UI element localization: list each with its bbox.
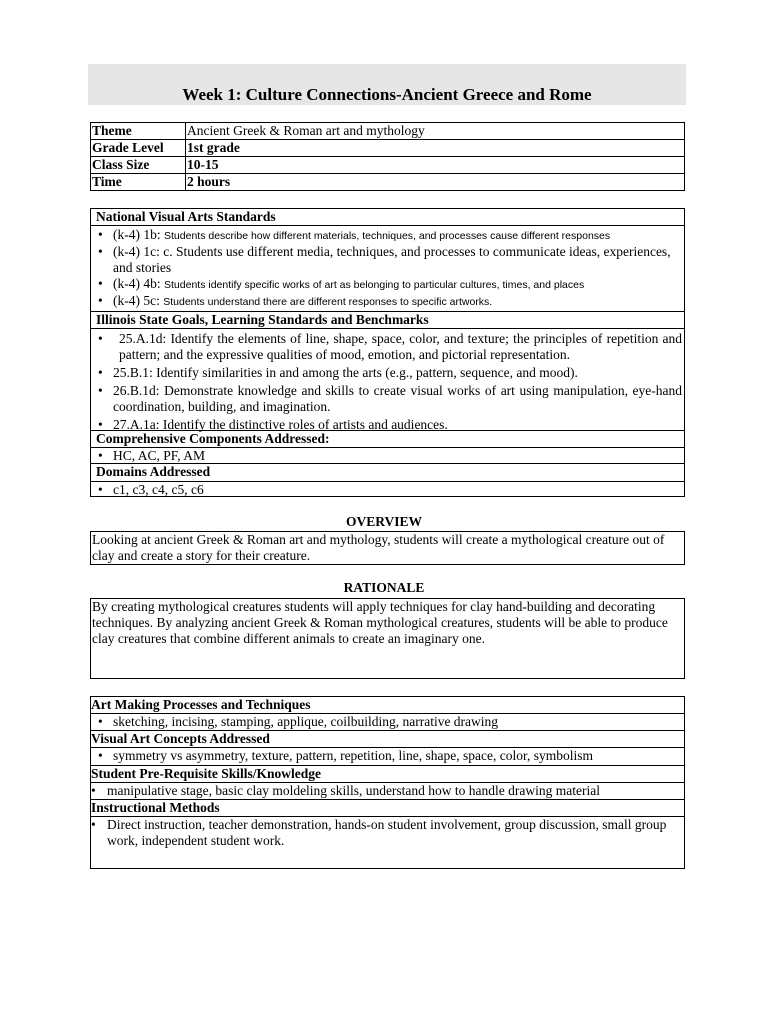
overview-box bbox=[90, 531, 685, 565]
concepts-heading: Visual Art Concepts Addressed bbox=[91, 731, 270, 746]
info-label: Class Size bbox=[91, 157, 186, 174]
standard-code: (k-4) 4b: bbox=[113, 276, 161, 291]
national-standards-heading: National Visual Arts Standards bbox=[96, 209, 276, 224]
standard-text: Identify the distinctive roles of artists and audiences. bbox=[162, 417, 448, 432]
standard-code: (k-4) 1c: bbox=[113, 244, 160, 259]
list-item: • c1, c3, c4, c5, c6 bbox=[91, 482, 684, 498]
list-item bbox=[91, 331, 684, 363]
info-value: Ancient Greek & Roman art and mythology bbox=[186, 123, 685, 140]
components-value-row bbox=[91, 448, 684, 464]
processes-heading-row bbox=[91, 697, 684, 714]
info-row-theme bbox=[91, 123, 685, 140]
prereq-heading: Student Pre-Requisite Skills/Knowledge bbox=[91, 766, 322, 781]
info-row-class-size bbox=[91, 157, 685, 174]
prereq-value-row bbox=[91, 783, 684, 800]
illinois-list bbox=[91, 331, 684, 433]
list-item bbox=[91, 383, 684, 415]
list-item: • symmetry vs asymmetry, texture, pattern, repetition, line, shape, space, color, symbolism bbox=[91, 748, 684, 764]
standard-text: Students understand there are different responses to specific artworks. bbox=[163, 296, 493, 308]
standard-code: 25.A.1d: bbox=[119, 331, 167, 346]
domains-heading-row bbox=[91, 464, 684, 482]
processes-list bbox=[91, 714, 684, 730]
methods-box bbox=[90, 696, 685, 869]
info-value: 2 hours bbox=[186, 174, 685, 191]
national-standards-heading-row bbox=[91, 209, 684, 226]
standard-text: Demonstrate knowledge and skills to create visual works of art using manipulation, eye-hand coordination, building, and imagination. bbox=[113, 383, 682, 414]
rationale-heading: RATIONALE bbox=[343, 580, 425, 595]
concepts-list bbox=[91, 748, 684, 764]
domains-value-row bbox=[91, 482, 684, 498]
list-item bbox=[91, 276, 684, 293]
instruction-heading-row bbox=[91, 800, 684, 817]
illinois-list-row bbox=[91, 329, 684, 431]
info-value: 1st grade bbox=[186, 140, 685, 157]
components-heading: Comprehensive Components Addressed: bbox=[96, 431, 330, 446]
instruction-value-row bbox=[91, 817, 684, 868]
standard-code: (k-4) 1b: bbox=[113, 227, 161, 242]
list-item: • manipulative stage, basic clay moldeling skills, understand how to handle drawing material bbox=[91, 783, 684, 799]
domains-list bbox=[91, 482, 684, 498]
overview-text: Looking at ancient Greek & Roman art and mythology, students will create a mythological creature out of clay and create a story for their creature. bbox=[92, 532, 665, 563]
prereq-heading-row bbox=[91, 766, 684, 783]
national-standards-list bbox=[91, 227, 684, 310]
national-standards-list-row bbox=[91, 226, 684, 312]
standard-code: (k-4) 5c: bbox=[113, 293, 160, 308]
list-item: • HC, AC, PF, AM bbox=[91, 448, 684, 464]
concepts-heading-row bbox=[91, 731, 684, 748]
instruction-heading: Instructional Methods bbox=[91, 800, 220, 815]
info-label: Theme bbox=[91, 123, 186, 140]
processes-heading: Art Making Processes and Techniques bbox=[91, 697, 311, 712]
processes-value-row bbox=[91, 714, 684, 731]
standard-code: 27.A.1a: bbox=[113, 417, 160, 432]
concepts-value-row bbox=[91, 748, 684, 766]
info-value: 10-15 bbox=[186, 157, 685, 174]
standards-box bbox=[90, 208, 685, 497]
domains-heading: Domains Addressed bbox=[96, 464, 211, 479]
standard-code: 26.B.1d: bbox=[113, 383, 160, 398]
rationale-text: By creating mythological creatures students will apply techniques for clay hand-building and decorating techniques. By analyzing ancient Greek & Roman mythological creatures, students will be able to produce clay creatures that combine different animals to create an imaginary one. bbox=[92, 599, 668, 646]
standard-text: Students identify specific works of art as belonging to particular cultures, times, and places bbox=[164, 279, 585, 291]
standard-text: c. Students use different media, techniques, and processes to communicate ideas, experiences, and stories bbox=[113, 244, 671, 275]
components-heading-row bbox=[91, 431, 684, 448]
info-row-time bbox=[91, 174, 685, 191]
list-item: • Direct instruction, teacher demonstration, hands-on student involvement, group discussion, small group work, independent student work. bbox=[91, 817, 684, 849]
info-label: Grade Level bbox=[91, 140, 186, 157]
standard-text: Identify similarities in and among the arts (e.g., pattern, sequence, and mood). bbox=[156, 365, 578, 380]
list-item bbox=[91, 417, 684, 433]
standard-code: 25.B.1: bbox=[113, 365, 153, 380]
illinois-heading-row bbox=[91, 312, 684, 329]
info-row-grade-level bbox=[91, 140, 685, 157]
overview-heading: OVERVIEW bbox=[345, 514, 423, 529]
prereq-list bbox=[91, 783, 684, 799]
page-title: Week 1: Culture Connections-Ancient Greece and Rome bbox=[182, 85, 592, 104]
title-band bbox=[88, 64, 686, 105]
list-item bbox=[91, 227, 684, 244]
standard-text: Students describe how different materials, techniques, and processes cause different responses bbox=[164, 230, 611, 242]
instruction-list bbox=[91, 817, 684, 849]
info-label: Time bbox=[91, 174, 186, 191]
rationale-box bbox=[90, 598, 685, 679]
info-table bbox=[90, 122, 685, 191]
list-item bbox=[91, 293, 684, 310]
illinois-heading: Illinois State Goals, Learning Standards and Benchmarks bbox=[96, 312, 429, 327]
standard-text: Identify the elements of line, shape, space, color, and texture; the principles of repetition and pattern; and the expressive qualities of mood, emotion, and pictorial representation. bbox=[119, 331, 682, 362]
list-item: • sketching, incising, stamping, applique, coilbuilding, narrative drawing bbox=[91, 714, 684, 730]
list-item bbox=[91, 244, 684, 276]
components-list bbox=[91, 448, 684, 464]
list-item bbox=[91, 365, 684, 381]
